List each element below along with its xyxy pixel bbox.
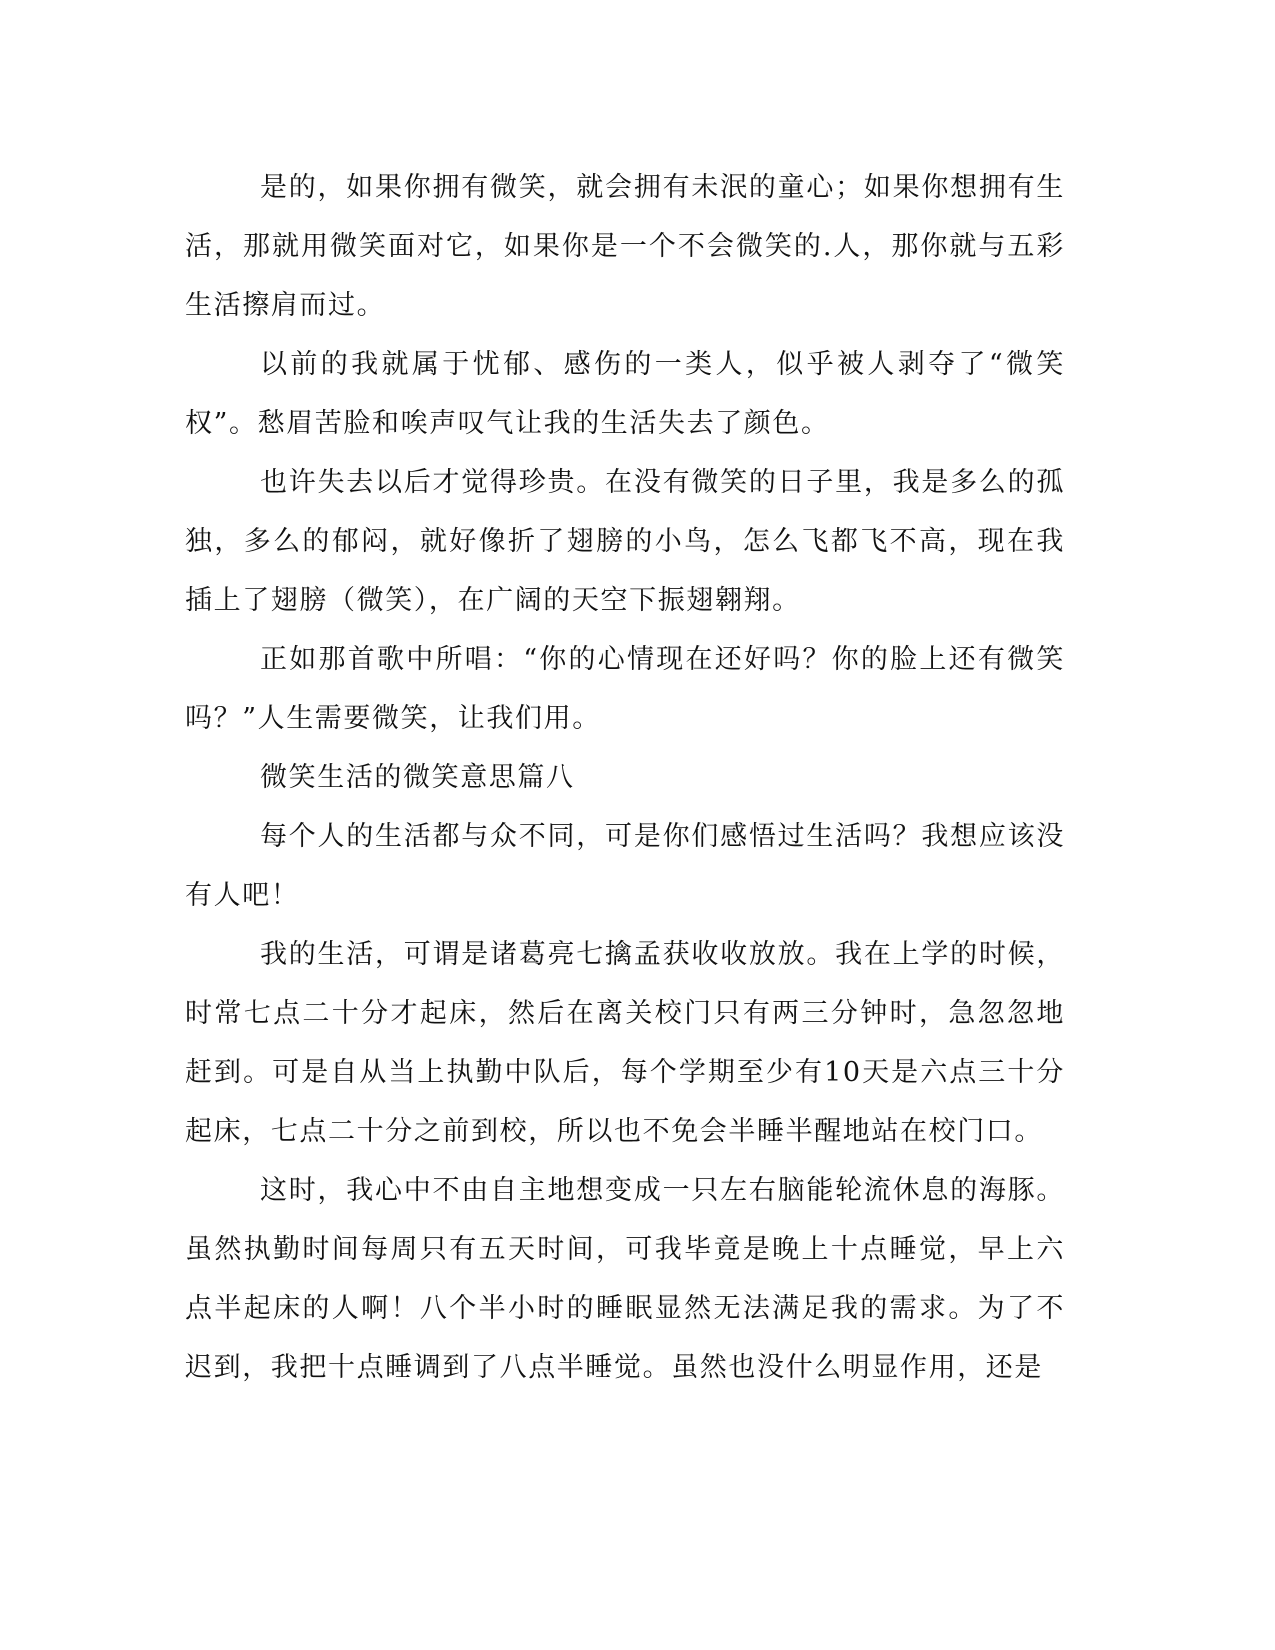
section-heading: 微笑生活的微笑意思篇八 (260, 762, 575, 793)
paragraph-5: 每个人的生活都与众不同，可是你们感悟过生活吗？我想应该没有人吧！ (185, 821, 1065, 911)
paragraph-4: 正如那首歌中所唱：“你的心情现在还好吗？你的脸上还有微笑吗？”人生需要微笑，让我们用。 (185, 644, 1065, 734)
paragraph-3: 也许失去以后才觉得珍贵。在没有微笑的日子里，我是多么的孤独，多么的郁闷，就好像折了翅膀的小鸟，怎么飞都飞不高，现在我插上了翅膀（微笑），在广阔的天空下振翅翱翔。 (185, 467, 1065, 616)
document-body (185, 158, 1065, 1397)
paragraph-7: 这时，我心中不由自主地想变成一只左右脑能轮流休息的海豚。虽然执勤时间每周只有五天时间，可我毕竟是晚上十点睡觉，早上六点半起床的人啊！八个半小时的睡眠显然无法满足我的需求。为了不迟到，我把十点睡调到了八点半睡觉。虽然也没什么明显作用，还是 (185, 1175, 1065, 1383)
paragraph-2: 以前的我就属于忧郁、感伤的一类人，似乎被人剥夺了“微笑权”。愁眉苦脸和唉声叹气让我的生活失去了颜色。 (185, 349, 1065, 439)
paragraph-6: 我的生活，可谓是诸葛亮七擒孟获收收放放。我在上学的时候，时常七点二十分才起床，然后在离关校门只有两三分钟时，急忽忽地赶到。可是自从当上执勤中队后，每个学期至少有10天是六点三十分起床，七点二十分之前到校，所以也不免会半睡半醒地站在校门口。 (185, 939, 1065, 1147)
paragraph-1: 是的，如果你拥有微笑，就会拥有未泯的童心；如果你想拥有生活，那就用微笑面对它，如果你是一个不会微笑的.人，那你就与五彩生活擦肩而过。 (185, 172, 1065, 321)
